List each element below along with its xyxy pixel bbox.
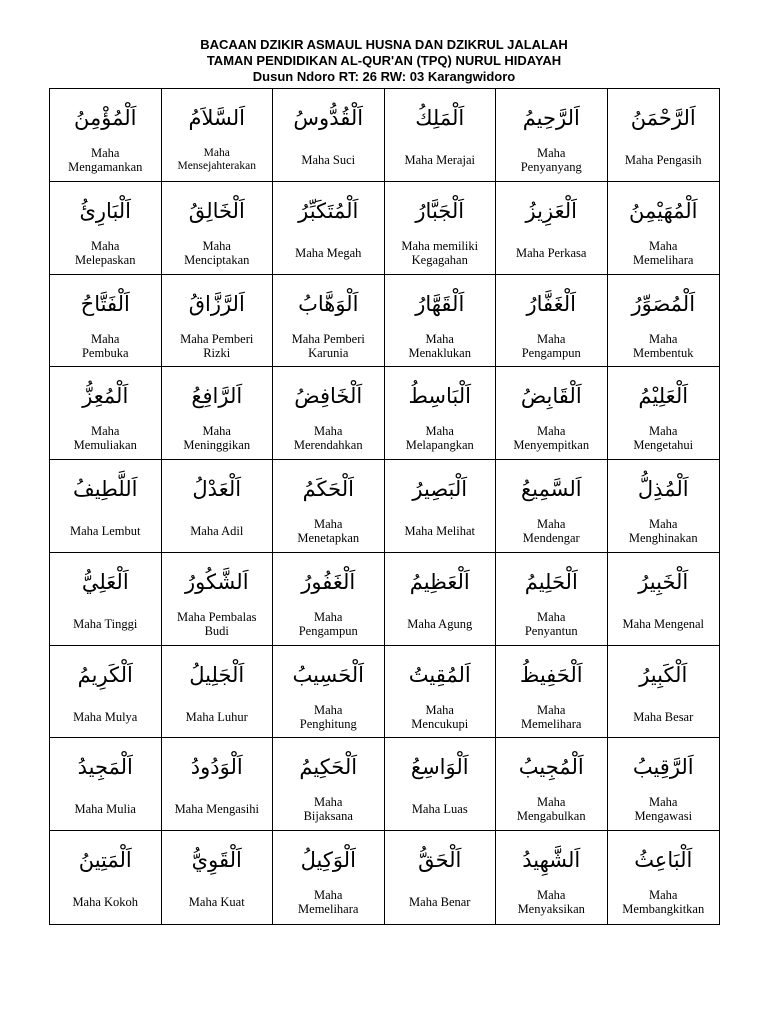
name-cell <box>385 275 497 368</box>
name-meaning: Maha Megah <box>295 245 362 260</box>
arabic-name: اَلْمُذِلُّ <box>637 477 689 502</box>
name-cell <box>162 89 274 182</box>
arabic-name: اَلْمَتِينُ <box>78 848 132 873</box>
name-cell <box>273 460 385 553</box>
arabic-name: اَلرَّقِيبُ <box>632 755 694 780</box>
name-cell <box>608 367 720 460</box>
arabic-name: اَلْقَهَّارُ <box>415 291 465 316</box>
name-meaning: Maha Menciptakan <box>184 238 250 267</box>
header-institution: TAMAN PENDIDIKAN AL-QUR'AN (TPQ) NURUL HIDAYAH <box>206 53 562 68</box>
arabic-name: اَلْحَلِيمُ <box>524 569 578 594</box>
arabic-name: اَلْبَاعِثُ <box>634 848 693 873</box>
name-cell <box>162 275 274 368</box>
name-meaning: Maha Pengampun <box>298 609 358 638</box>
name-meaning: Maha Pengampun <box>521 331 581 360</box>
name-cell <box>385 460 497 553</box>
arabic-name: اَلْحَكَمُ <box>302 477 354 502</box>
arabic-name: اَلْعَدْلُ <box>192 477 242 502</box>
arabic-name: اَلْبَصِيرُ <box>412 477 468 502</box>
arabic-name: اَلْفَتَّاحُ <box>80 291 130 316</box>
arabic-name: اَللَّطِيفُ <box>73 477 138 502</box>
arabic-name: اَلْمُجِيبُ <box>518 755 584 780</box>
name-cell <box>608 738 720 831</box>
name-cell <box>496 553 608 646</box>
name-meaning: Maha Memelihara <box>521 702 582 731</box>
name-meaning: Maha Tinggi <box>73 616 138 631</box>
name-meaning: Maha Mulia <box>74 802 136 817</box>
name-meaning: Maha Memelihara <box>633 238 694 267</box>
arabic-name: اَلمُقِيتُ <box>408 662 471 687</box>
arabic-name: اَلسَّمِيعُ <box>520 477 582 502</box>
name-meaning: Maha Melihat <box>404 524 475 539</box>
name-cell <box>608 831 720 924</box>
arabic-name: اَلْمَلِكُ <box>415 106 465 130</box>
name-cell <box>50 89 162 182</box>
arabic-name: اَلْغَفُورُ <box>301 569 356 594</box>
arabic-name: اَلْمُؤْمِنُ <box>74 106 137 130</box>
name-meaning: Maha Memelihara <box>298 888 359 917</box>
name-meaning: Maha Penyantun <box>524 609 578 638</box>
arabic-name: اَلْعَظِيمُ <box>409 569 470 594</box>
name-meaning: Maha Perkasa <box>516 245 587 260</box>
name-meaning: Maha Mulya <box>73 709 138 724</box>
asmaul-husna-table <box>49 88 720 925</box>
arabic-name: اَلشَّهِيدُ <box>522 848 581 873</box>
name-cell <box>50 738 162 831</box>
name-cell <box>273 89 385 182</box>
arabic-name: اَلْكَبِيرُ <box>639 662 688 687</box>
name-cell <box>385 367 497 460</box>
name-cell <box>273 275 385 368</box>
arabic-name: اَلْبَاسِطُ <box>408 384 471 409</box>
name-meaning: Maha Mensejahterakan <box>177 147 257 172</box>
arabic-name: اَلْجَبَّارُ <box>415 198 465 223</box>
name-cell <box>496 646 608 739</box>
name-cell <box>50 275 162 368</box>
arabic-name: اَلْكَرِيمُ <box>77 662 133 687</box>
arabic-name: اَلْقُدُّوسُ <box>293 106 364 130</box>
arabic-name: اَلْعَلِيُّ <box>81 569 129 594</box>
arabic-name: اَلْمُتَكَبِّرُ <box>298 198 359 223</box>
name-cell <box>50 182 162 275</box>
name-cell <box>162 553 274 646</box>
name-cell <box>162 646 274 739</box>
name-meaning: Maha Mendengar <box>522 517 580 546</box>
name-cell <box>496 367 608 460</box>
arabic-name: اَلْحَقُّ <box>418 848 462 873</box>
name-cell <box>273 646 385 739</box>
name-meaning: Maha Menyaksikan <box>517 888 585 917</box>
arabic-name: اَلْعَزِيزُ <box>525 198 577 223</box>
name-cell <box>50 831 162 924</box>
header-title: BACAAN DZIKIR ASMAUL HUSNA DAN DZIKRUL JALALAH <box>200 37 568 52</box>
name-meaning: Maha Mengamankan <box>68 146 143 174</box>
name-meaning: Maha Menaklukan <box>408 331 471 360</box>
name-meaning: Maha Melepaskan <box>75 238 136 267</box>
arabic-name: اَلْمُهَيْمِنُ <box>628 198 698 223</box>
name-meaning: Maha Menyempitkan <box>513 424 590 453</box>
name-cell <box>496 460 608 553</box>
name-meaning: Maha Kuat <box>188 895 245 910</box>
name-meaning: Maha Merajai <box>404 153 475 167</box>
name-meaning: Maha Lembut <box>70 524 141 539</box>
name-meaning: Maha Merendahkan <box>293 424 363 453</box>
arabic-name: اَلْحَسِيبُ <box>292 662 364 687</box>
name-cell <box>385 182 497 275</box>
name-cell <box>50 553 162 646</box>
name-meaning: Maha Mengenal <box>622 616 705 631</box>
name-cell <box>162 182 274 275</box>
name-meaning: Maha Mengetahui <box>633 424 694 453</box>
name-cell <box>385 738 497 831</box>
arabic-name: اَلْحَفِيظُ <box>519 662 583 687</box>
arabic-name: اَلْقَوِيُّ <box>191 848 242 873</box>
name-meaning: Maha Mengasihi <box>174 802 259 817</box>
name-cell <box>385 89 497 182</box>
name-cell <box>50 646 162 739</box>
document-header <box>0 37 768 85</box>
arabic-name: اَلْعَلِيْمُ <box>638 384 689 409</box>
name-meaning: Maha Pembuka <box>81 331 129 360</box>
name-cell <box>50 460 162 553</box>
name-meaning: Maha Meninggikan <box>183 424 251 453</box>
name-meaning: Maha Luhur <box>185 709 248 724</box>
name-meaning: Maha memiliki Kegagahan <box>401 238 479 267</box>
name-cell <box>496 738 608 831</box>
name-meaning: Maha Suci <box>301 153 356 167</box>
arabic-name: اَلْبَارِئُ <box>79 198 132 223</box>
name-meaning: Maha Pemberi Karunia <box>291 331 365 360</box>
name-meaning: Maha Adil <box>190 524 244 539</box>
name-meaning: Maha Memuliakan <box>73 424 137 453</box>
name-cell <box>273 553 385 646</box>
arabic-name: اَلْوَدُودُ <box>190 755 243 780</box>
arabic-name: اَلسَّلاَمُ <box>188 106 245 130</box>
name-cell <box>608 460 720 553</box>
arabic-name: اَلشَّكُورُ <box>184 569 249 594</box>
arabic-name: اَلرَّحْمَنُ <box>630 106 696 130</box>
name-cell <box>608 553 720 646</box>
arabic-name: اَلْمُعِزُّ <box>82 384 129 409</box>
name-meaning: Maha Menghinakan <box>628 517 698 546</box>
name-meaning: Maha Bijaksana <box>303 795 353 824</box>
name-cell <box>162 367 274 460</box>
name-meaning: Maha Pemberi Rizki <box>180 331 254 360</box>
name-cell <box>496 831 608 924</box>
arabic-name: اَلْمُصَوِّرُ <box>631 291 696 316</box>
name-meaning: Maha Membentuk <box>633 331 694 360</box>
name-cell <box>496 182 608 275</box>
arabic-name: اَلرَّافِعُ <box>191 384 243 409</box>
arabic-name: اَلْوَكِيلُ <box>300 848 356 873</box>
name-cell <box>162 738 274 831</box>
arabic-name: اَلْخَافِضُ <box>294 384 363 409</box>
arabic-name: اَلرَّحِيمُ <box>522 106 580 130</box>
name-meaning: Maha Luas <box>411 802 468 817</box>
name-cell <box>608 275 720 368</box>
arabic-name: اَلْوَاسِعُ <box>410 755 469 780</box>
name-cell <box>273 831 385 924</box>
name-meaning: Maha Mengabulkan <box>516 795 586 824</box>
name-cell <box>385 831 497 924</box>
name-cell <box>273 182 385 275</box>
name-cell <box>273 367 385 460</box>
name-meaning: Maha Benar <box>409 895 471 910</box>
arabic-name: اَلْقَابِضُ <box>520 384 582 409</box>
arabic-name: اَلْجَلِيلُ <box>189 662 245 687</box>
arabic-name: اَلْمَجِيدُ <box>77 755 133 780</box>
arabic-name: اَلْخَبِيرُ <box>638 569 689 594</box>
name-meaning: Maha Mengawasi <box>634 795 693 824</box>
name-cell <box>162 831 274 924</box>
name-meaning: Maha Agung <box>407 616 473 631</box>
name-meaning: Maha Pengasih <box>624 153 702 167</box>
name-cell <box>385 553 497 646</box>
name-cell <box>496 275 608 368</box>
name-cell <box>162 460 274 553</box>
arabic-name: اَلرَّزَّاقُ <box>188 291 245 316</box>
name-meaning: Maha Penghitung <box>299 702 357 731</box>
name-meaning: Maha Mencukupi <box>411 702 469 731</box>
name-meaning: Maha Melapangkan <box>405 424 474 453</box>
name-cell <box>608 646 720 739</box>
name-meaning: Maha Menetapkan <box>297 517 360 546</box>
arabic-name: اَلْغَفَّارُ <box>526 291 577 316</box>
name-meaning: Maha Pembalas Budi <box>177 609 257 638</box>
name-meaning: Maha Penyanyang <box>520 146 582 174</box>
name-cell <box>50 367 162 460</box>
name-cell <box>608 89 720 182</box>
header-address: Dusun Ndoro RT: 26 RW: 03 Karangwidoro <box>252 69 516 84</box>
arabic-name: اَلْوَهَّابُ <box>298 291 359 316</box>
name-cell <box>273 738 385 831</box>
name-meaning: Maha Besar <box>633 709 694 724</box>
name-cell <box>385 646 497 739</box>
name-cell <box>608 182 720 275</box>
arabic-name: اَلْحَكِيمُ <box>299 755 358 780</box>
name-cell <box>496 89 608 182</box>
arabic-name: اَلْخَالِقُ <box>188 198 245 223</box>
name-meaning: Maha Membangkitkan <box>622 888 705 917</box>
name-meaning: Maha Kokoh <box>72 895 139 910</box>
